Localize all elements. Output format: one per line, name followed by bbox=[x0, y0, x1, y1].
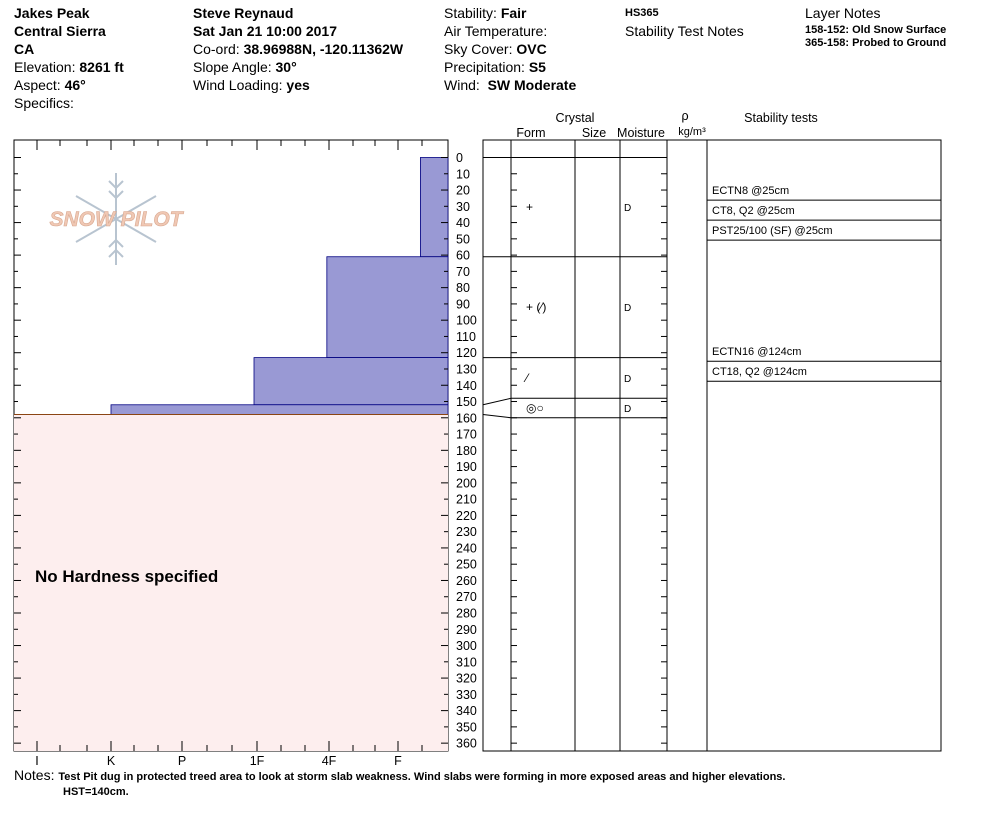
layer-form: ◎○ bbox=[526, 401, 544, 416]
depth-label: 360 bbox=[456, 736, 477, 751]
layer-form: + bbox=[526, 200, 534, 215]
density-unit: kg/m³ bbox=[678, 126, 706, 138]
aspect-value: 46° bbox=[64, 77, 86, 93]
depth-label: 310 bbox=[456, 655, 477, 670]
depth-label: 200 bbox=[456, 476, 477, 491]
depth-label: 340 bbox=[456, 704, 477, 719]
depth-label: 320 bbox=[456, 671, 477, 686]
hs-value: HS365 bbox=[625, 7, 659, 19]
elevation-value: 8261 ft bbox=[79, 59, 124, 75]
depth-label: 30 bbox=[456, 199, 470, 214]
depth-label: 250 bbox=[456, 557, 477, 572]
layer-moisture: D bbox=[624, 373, 632, 385]
depth-label: 100 bbox=[456, 313, 477, 328]
mountain-range: Central Sierra bbox=[14, 23, 106, 39]
hardness-tick-label: 1F bbox=[249, 754, 265, 768]
wind-label: Wind: bbox=[444, 77, 480, 93]
depth-label: 110 bbox=[456, 329, 476, 344]
coord-value: 38.96988N, -120.11362W bbox=[243, 41, 404, 57]
layer-form: + (⁄) bbox=[526, 300, 547, 315]
depth-label: 140 bbox=[456, 378, 477, 393]
precip-label: Precipitation: bbox=[444, 59, 525, 75]
depth-label: 160 bbox=[456, 411, 477, 426]
depth-label: 130 bbox=[456, 362, 477, 377]
air-temp-label: Air Temperature: bbox=[444, 23, 548, 39]
hardness-tick-label: 4F bbox=[321, 754, 337, 768]
layer-form: ⁄ bbox=[526, 370, 529, 385]
hardness-tick-label: K bbox=[106, 754, 116, 768]
depth-label: 210 bbox=[456, 492, 477, 507]
notes-label: Notes: bbox=[14, 767, 55, 783]
depth-label: 10 bbox=[456, 167, 470, 182]
depth-label: 240 bbox=[456, 541, 477, 556]
depth-label: 70 bbox=[456, 264, 470, 279]
wind-value: SW Moderate bbox=[487, 77, 577, 93]
size-header: Size bbox=[581, 126, 607, 140]
aspect-label: Aspect: bbox=[14, 77, 61, 93]
depth-label: 20 bbox=[456, 183, 470, 198]
sky-value: OVC bbox=[516, 41, 547, 57]
hardness-bar bbox=[420, 158, 448, 257]
state: CA bbox=[14, 41, 35, 57]
snowpilot-logo-text: SNOW PILOT bbox=[49, 208, 183, 231]
depth-label: 120 bbox=[456, 346, 477, 361]
hardness-bar bbox=[327, 257, 448, 358]
layer-moisture: D bbox=[624, 203, 632, 215]
depth-label: 60 bbox=[456, 248, 470, 263]
location-name: Jakes Peak bbox=[14, 5, 90, 21]
hardness-bar bbox=[111, 405, 448, 415]
form-header: Form bbox=[516, 126, 546, 140]
layer-notes-title: Layer Notes bbox=[805, 5, 881, 21]
moisture-header: Moisture bbox=[617, 126, 665, 140]
slope-label: Slope Angle: bbox=[193, 59, 272, 75]
depth-label: 220 bbox=[456, 508, 477, 523]
notes-text: Test Pit dug in protected treed area to look at storm slab weakness. Wind slabs were forming in more exposed areas and higher elevations. bbox=[58, 771, 786, 783]
precip-value: S5 bbox=[528, 59, 546, 75]
layer-note: 158-152: Old Snow Surface bbox=[805, 24, 947, 36]
depth-label: 0 bbox=[456, 151, 463, 165]
observation-datetime: Sat Jan 21 10:00 2017 bbox=[193, 23, 337, 39]
no-hardness-label: No Hardness specified bbox=[35, 567, 219, 586]
depth-label: 50 bbox=[456, 232, 470, 247]
density-symbol: ρ bbox=[681, 109, 689, 123]
depth-label: 180 bbox=[456, 443, 477, 458]
sky-label: Sky Cover: bbox=[444, 41, 513, 57]
notes-section bbox=[14, 767, 974, 798]
depth-label: 290 bbox=[456, 622, 477, 637]
crystal-header: Crystal bbox=[555, 111, 595, 125]
specifics-label: Specifics: bbox=[14, 95, 74, 111]
stability-label: Stability: bbox=[444, 5, 497, 21]
depth-label: 270 bbox=[456, 590, 477, 605]
slope-value: 30° bbox=[275, 59, 297, 75]
depth-label: 350 bbox=[456, 720, 477, 735]
stability-test-label: ECTN8 @25cm bbox=[712, 185, 790, 198]
stability-value: Fair bbox=[500, 5, 527, 21]
depth-label: 300 bbox=[456, 639, 477, 654]
layer-moisture: D bbox=[624, 404, 632, 416]
depth-axis-labels bbox=[456, 151, 477, 751]
depth-label: 150 bbox=[456, 395, 477, 410]
wind-loading-value: yes bbox=[286, 77, 310, 93]
stability-test-label: PST25/100 (SF) @25cm bbox=[712, 225, 833, 238]
observer-name: Steve Reynaud bbox=[193, 5, 294, 21]
stability-tests-header: Stability tests bbox=[744, 111, 818, 125]
wind-loading-label: Wind Loading: bbox=[193, 77, 283, 93]
layer-note: 365-158: Probed to Ground bbox=[805, 37, 947, 49]
coord-label: Co-ord: bbox=[193, 41, 240, 57]
hardness-tick-label: F bbox=[394, 754, 402, 768]
stability-test-notes-title: Stability Test Notes bbox=[625, 23, 744, 39]
elevation-label: Elevation: bbox=[14, 59, 76, 75]
stability-test-label: CT8, Q2 @25cm bbox=[712, 205, 795, 218]
hardness-tick-label: P bbox=[177, 754, 187, 768]
layer-moisture: D bbox=[624, 303, 632, 315]
density-column bbox=[667, 140, 707, 751]
notes-text-continued: HST=140cm. bbox=[63, 786, 129, 798]
depth-label: 280 bbox=[456, 606, 477, 621]
depth-label: 330 bbox=[456, 687, 477, 702]
depth-label: 80 bbox=[456, 281, 470, 296]
stability-test-label: CT18, Q2 @124cm bbox=[712, 366, 807, 379]
depth-label: 90 bbox=[456, 297, 470, 312]
hardness-bar bbox=[254, 358, 448, 405]
depth-label: 230 bbox=[456, 525, 477, 540]
hardness-tick-label: I bbox=[35, 754, 39, 768]
depth-label: 190 bbox=[456, 460, 477, 475]
depth-label: 40 bbox=[456, 216, 470, 231]
depth-label: 260 bbox=[456, 573, 477, 588]
depth-label: 170 bbox=[456, 427, 477, 442]
stability-test-label: ECTN16 @124cm bbox=[712, 346, 802, 359]
